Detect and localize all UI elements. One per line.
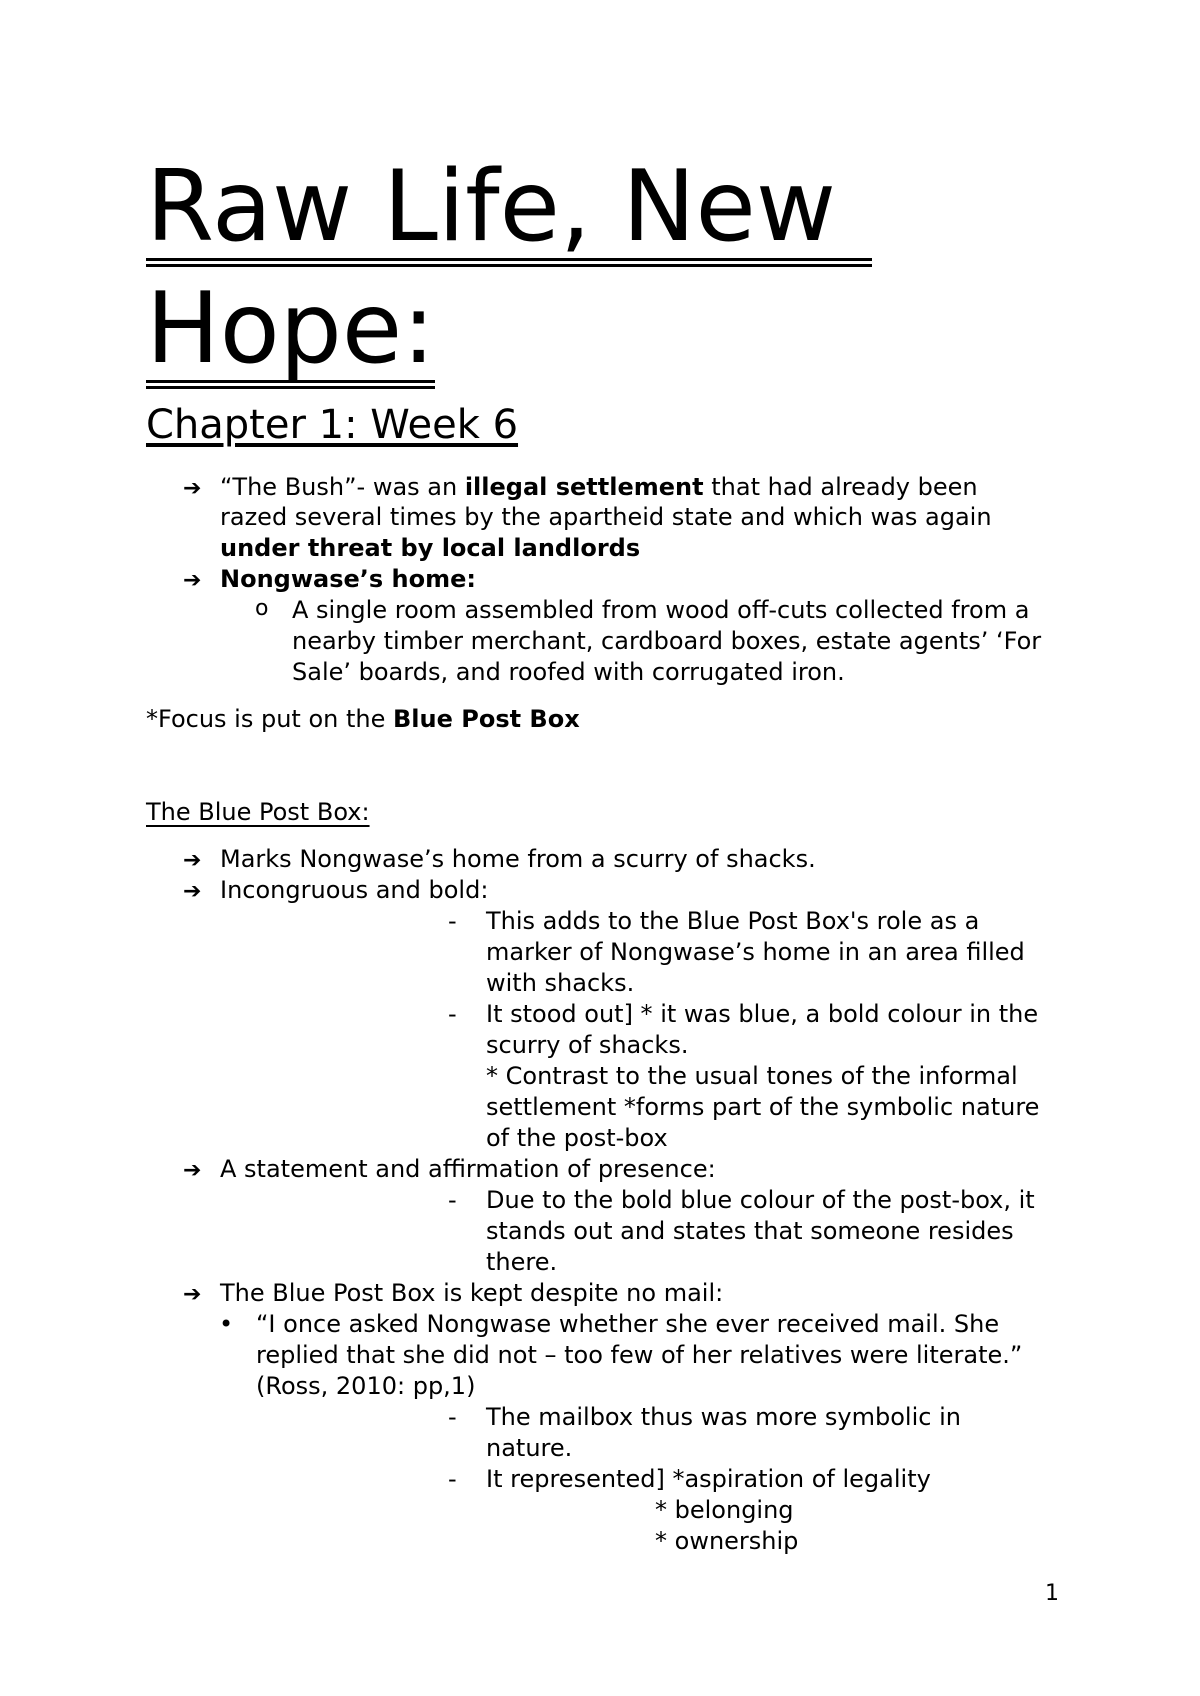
section-heading: The Blue Post Box:	[146, 798, 370, 826]
intro-item-1-line-1	[220, 473, 978, 502]
dash-bullet-icon: -	[448, 1403, 457, 1431]
intro-text: that had already been	[703, 473, 978, 501]
section-point-2: Incongruous and bold:	[220, 876, 489, 904]
dash-bullet-icon: -	[448, 1000, 457, 1028]
quote-citation: (Ross, 2010: pp,1)	[256, 1372, 476, 1400]
point-2-detail-2-line-2: scurry of shacks.	[486, 1031, 689, 1059]
intro-item-1-line-2: razed several times by the apartheid state and which was again	[220, 503, 992, 531]
point-3-detail-line-2: stands out and states that someone resides	[486, 1217, 1014, 1245]
intro-bold-term: illegal settlement	[464, 473, 704, 501]
point-2-detail-1-line-1: This adds to the Blue Post Box's role as a	[486, 907, 980, 935]
arrow-bullet-icon: ➔	[183, 879, 202, 904]
document-title-line-1: Raw Life, New	[146, 158, 872, 261]
intro-item-1-line-3: under threat by local landlords	[220, 534, 641, 562]
dash-bullet-icon: -	[448, 1186, 457, 1214]
section-point-3: A statement and affirmation of presence:	[220, 1155, 716, 1183]
point-4-detail-2: It represented] *aspiration of legality	[486, 1465, 931, 1493]
document-title-line-2: Hope:	[146, 272, 436, 386]
sub-item-line-2: nearby timber merchant, cardboard boxes, estate agents’ ‘For	[292, 627, 1042, 655]
point-2-detail-2-line-1: It stood out] * it was blue, a bold colour in the	[486, 1000, 1039, 1028]
point-3-detail-line-1: Due to the bold blue colour of the post-box, it	[486, 1186, 1035, 1214]
arrow-bullet-icon: ➔	[183, 568, 202, 593]
arrow-bullet-icon: ➔	[183, 1282, 202, 1307]
sub-item-line-3: Sale’ boards, and roofed with corrugated iron.	[292, 658, 845, 686]
point-4-detail-1-line-1: The mailbox thus was more symbolic in	[486, 1403, 961, 1431]
intro-text: “The Bush”- was an	[220, 473, 465, 501]
chapter-heading: Chapter 1: Week 6	[146, 402, 519, 448]
point-2-detail-1-line-2: marker of Nongwase’s home in an area filled	[486, 938, 1025, 966]
focus-text: *Focus is put on the	[146, 705, 393, 733]
round-bullet-icon: •	[219, 1310, 234, 1338]
point-2-detail-2-line-3: * Contrast to the usual tones of the informal	[486, 1062, 1018, 1090]
circle-bullet-icon: o	[255, 596, 269, 621]
arrow-bullet-icon: ➔	[183, 1158, 202, 1183]
focus-note	[146, 705, 580, 734]
intro-item-2: Nongwase’s home:	[220, 565, 476, 593]
belonging-item: * belonging	[655, 1496, 794, 1524]
arrow-bullet-icon: ➔	[183, 476, 202, 501]
section-point-4: The Blue Post Box is kept despite no mail:	[220, 1279, 724, 1307]
page-number: 1	[1045, 1581, 1059, 1606]
point-4-detail-1-line-2: nature.	[486, 1434, 573, 1462]
section-point-1: Marks Nongwase’s home from a scurry of shacks.	[220, 845, 816, 873]
dash-bullet-icon: -	[448, 907, 457, 935]
sub-item-line-1: A single room assembled from wood off-cuts collected from a	[292, 596, 1030, 624]
point-3-detail-line-3: there.	[486, 1248, 558, 1276]
point-2-detail-2-line-4: settlement *forms part of the symbolic nature	[486, 1093, 1040, 1121]
arrow-bullet-icon: ➔	[183, 848, 202, 873]
dash-bullet-icon: -	[448, 1465, 457, 1493]
point-2-detail-1-line-3: with shacks.	[486, 969, 635, 997]
focus-bold: Blue Post Box	[393, 705, 580, 733]
quote-line-2: replied that she did not – too few of her relatives were literate.”	[256, 1341, 1023, 1369]
quote-line-1: “I once asked Nongwase whether she ever received mail. She	[256, 1310, 1000, 1338]
point-2-detail-2-line-5: of the post-box	[486, 1124, 668, 1152]
ownership-item: * ownership	[655, 1527, 799, 1555]
